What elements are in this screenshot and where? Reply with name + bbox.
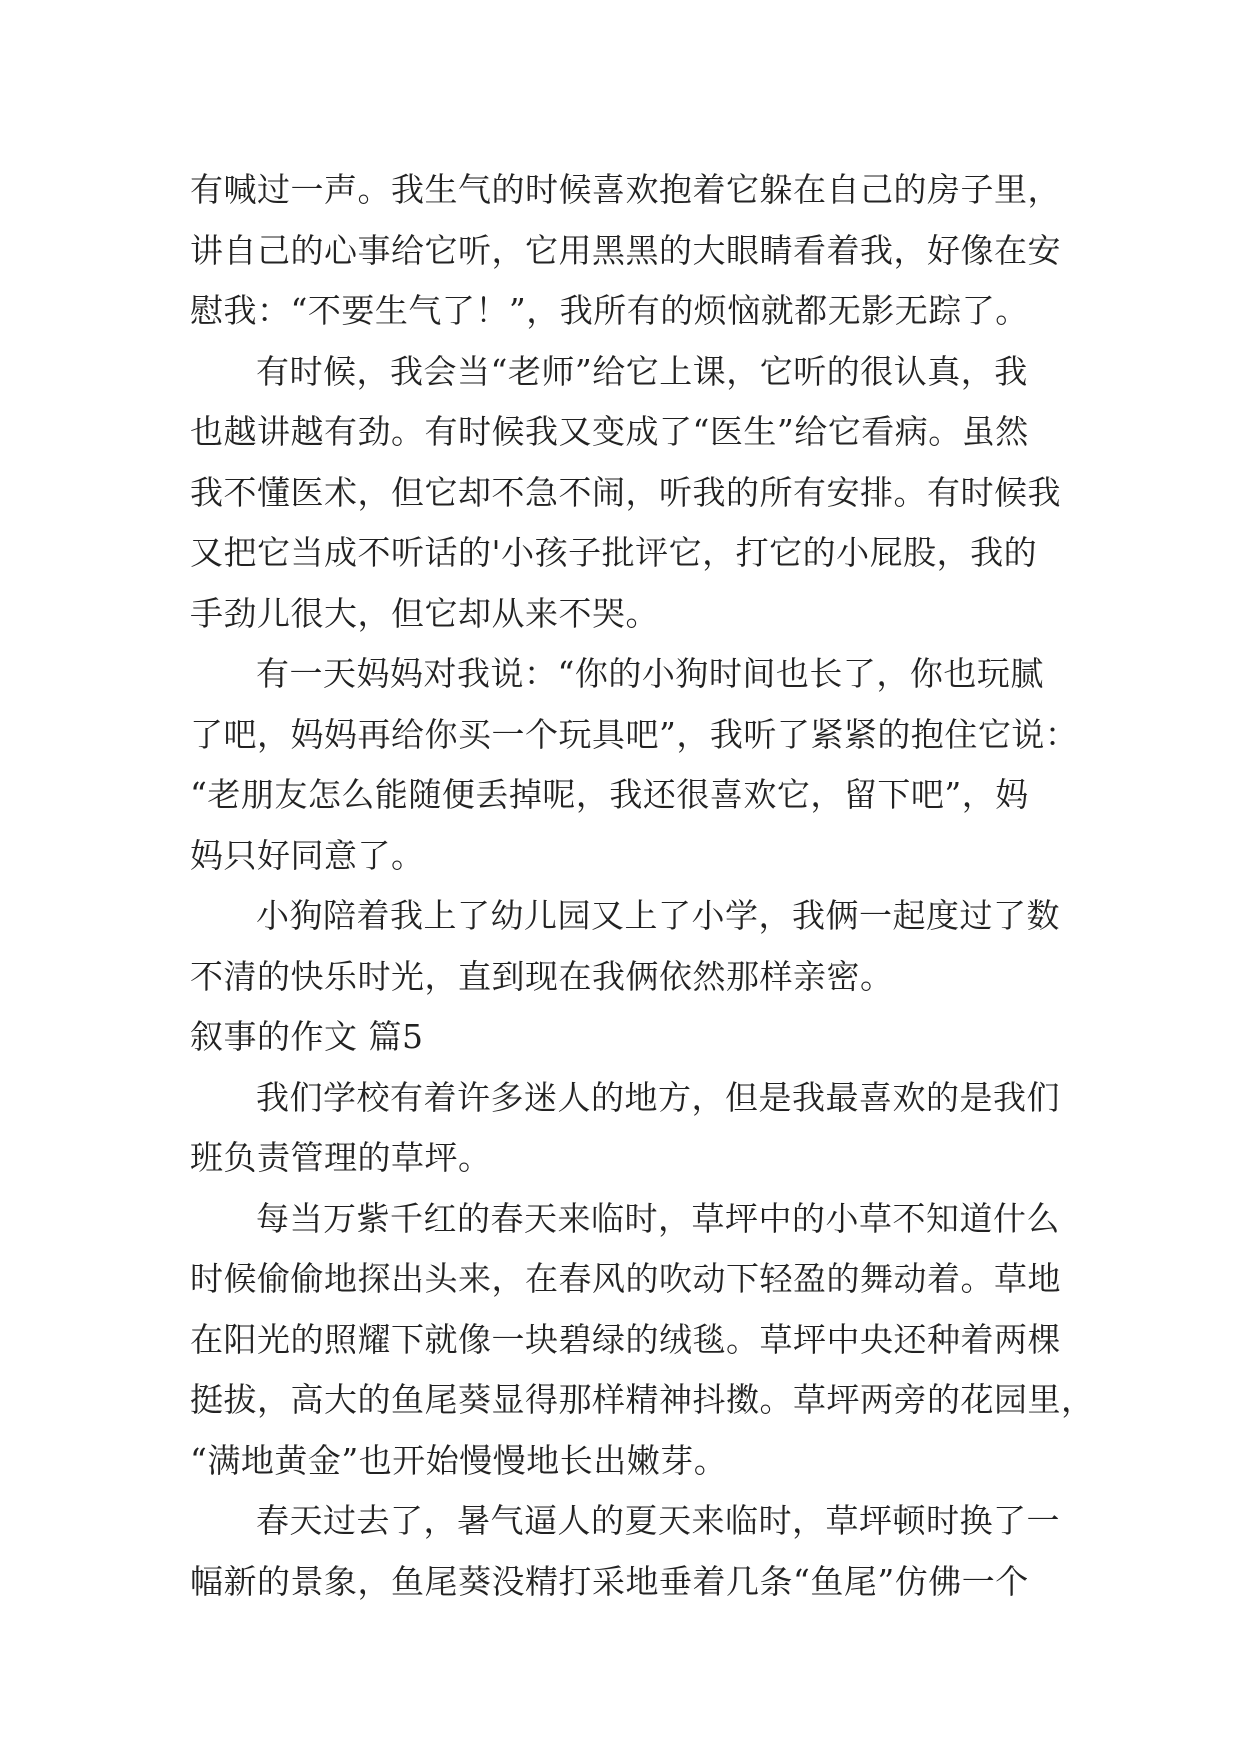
text-line: “老朋友怎么能随便丢掉呢，我还很喜欢它，留下吧”，妈	[190, 775, 1029, 814]
paragraph-start-line: 春天过去了，暑气逼人的夏天来临时，草坪顿时换了一	[256, 1501, 1060, 1540]
text-line: 有喊过一声。我生气的时候喜欢抱着它躲在自己的房子里，	[190, 170, 1061, 209]
section-heading: 叙事的作文 篇5	[190, 1017, 424, 1056]
text-line: 不清的快乐时光，直到现在我俩依然那样亲密。	[190, 956, 894, 996]
text-line: 妈只好同意了。	[190, 835, 425, 875]
text-line: 手劲儿很大，但它却从来不哭。	[190, 593, 659, 633]
paragraph-start-line: 有一天妈妈对我说：“你的小狗时间也长了，你也玩腻	[256, 654, 1044, 693]
text-line: 在阳光的照耀下就像一块碧绿的绒毯。草坪中央还种着两棵	[190, 1319, 1061, 1359]
paragraph-start-line: 有时候，我会当“老师”给它上课，它听的很认真，我	[256, 351, 1028, 391]
text-line: 慰我：“不要生气了！”，我所有的烦恼就都无影无踪了。	[190, 291, 1029, 330]
paragraph-start-line: 小狗陪着我上了幼儿园又上了小学，我俩一起度过了数	[256, 896, 1060, 935]
essay-text	[190, 160, 1095, 1612]
text-line: 班负责管理的草坪。	[190, 1138, 492, 1177]
text-line: 讲自己的心事给它听，它用黑黑的大眼睛看着我，好像在安	[190, 230, 1061, 270]
text-line: 也越讲越有劲。有时候我又变成了“医生”给它看病。虽然	[190, 412, 1029, 451]
text-line: 了吧，妈妈再给你买一个玩具吧”，我听了紧紧的抱住它说：	[190, 714, 1079, 754]
text-line: 我不懂医术，但它却不急不闹，听我的所有安排。有时候我	[190, 472, 1061, 512]
text-line: 又把它当成不听话的'小孩子批评它，打它的小屁股，我的	[190, 533, 1038, 572]
paragraph-start-line: 每当万紫千红的春天来临时，草坪中的小草不知道什么	[256, 1198, 1060, 1238]
text-line: 时候偷偷地探出头来，在春风的吹动下轻盈的舞动着。草地	[190, 1259, 1061, 1298]
paragraph-start-line: 我们学校有着许多迷人的地方，但是我最喜欢的是我们	[256, 1077, 1060, 1117]
text-line: “满地黄金”也开始慢慢地长出嫩芽。	[190, 1440, 728, 1480]
text-line: 幅新的景象，鱼尾葵没精打采地垂着几条“鱼尾”仿佛一个	[190, 1561, 1029, 1601]
text-line: 挺拔，高大的鱼尾葵显得那样精神抖擞。草坪两旁的花园里，	[190, 1380, 1095, 1419]
